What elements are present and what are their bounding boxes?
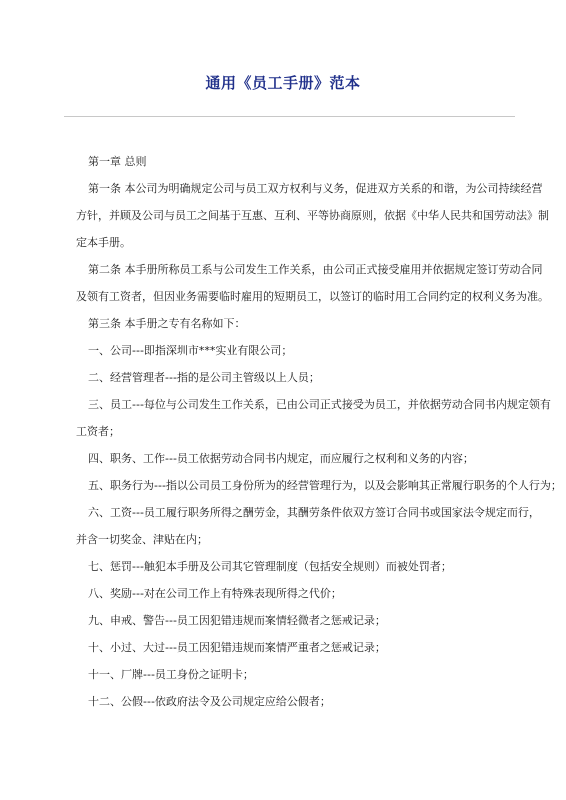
definition-item-11: 十一、厂牌---员工身份之证明卡；	[88, 668, 254, 681]
document-title: 通用《员工手册》范本	[205, 74, 361, 92]
definition-item-3-line-1: 三、员工---每位与公司发生工作关系，已由公司正式接受为员工，并依据劳动合同书内规定领有	[88, 398, 551, 411]
definition-item-6-line-1: 六、工资---员工履行职务所得之酬劳金，其酬劳条件依双方签订合同书或国家法令规定而行，	[88, 506, 540, 519]
article-3-line-1: 第三条 本手册之专有名称如下：	[88, 317, 246, 330]
definition-item-10: 十、小过、大过---员工因犯错违规而案情严重者之惩戒记录；	[88, 641, 386, 654]
definition-item-4: 四、职务、工作---员工依据劳动合同书内规定，而应履行之权利和义务的内容；	[88, 452, 474, 465]
definition-item-9: 九、申戒、警告---员工因犯错违规而案情轻微者之惩戒记录；	[88, 614, 386, 627]
article-1-line-1: 第一条 本公司为明确规定公司与员工双方权利与义务，促进双方关系的和谐，为公司持续经营	[88, 182, 543, 195]
document-body	[76, 148, 562, 715]
article-2-line-1: 第二条 本手册所称员工系与公司发生工作关系，由公司正式接受雇用并依据规定签订劳动合同	[88, 263, 543, 276]
definition-item-3-line-2: 工资者；	[76, 425, 120, 438]
definition-item-2: 二、经营管理者---指的是公司主管级以上人员；	[88, 371, 320, 384]
definition-item-12: 十二、公假---依政府法令及公司规定应给公假者；	[88, 695, 331, 708]
article-1-line-2: 方针，并顾及公司与员工之间基于互惠、互利、平等协商原则，依据《中华人民共和国劳动法》制	[76, 209, 549, 222]
definition-item-6-line-2: 并含一切奖金、津贴在内；	[76, 533, 208, 546]
title-divider	[64, 116, 515, 117]
definition-item-7: 七、惩罚---触犯本手册及公司其它管理制度（包括安全规则）而被处罚者；	[88, 560, 452, 573]
definition-item-1: 一、公司---即指深圳市***实业有限公司；	[88, 344, 293, 357]
article-1-line-3: 定本手册。	[76, 236, 131, 249]
chapter-heading: 第一章 总则	[88, 155, 147, 168]
definition-item-8: 八、奖励---对在公司工作上有特殊表现所得之代价；	[88, 587, 342, 600]
definition-item-5: 五、职务行为---指以公司员工身份所为的经营管理行为，以及会影响其正常履行职务的个人行为；	[88, 479, 562, 492]
article-2-line-2: 及领有工资者，但因业务需要临时雇用的短期员工，以签订的临时用工合同约定的权利义务为准。	[76, 290, 549, 303]
